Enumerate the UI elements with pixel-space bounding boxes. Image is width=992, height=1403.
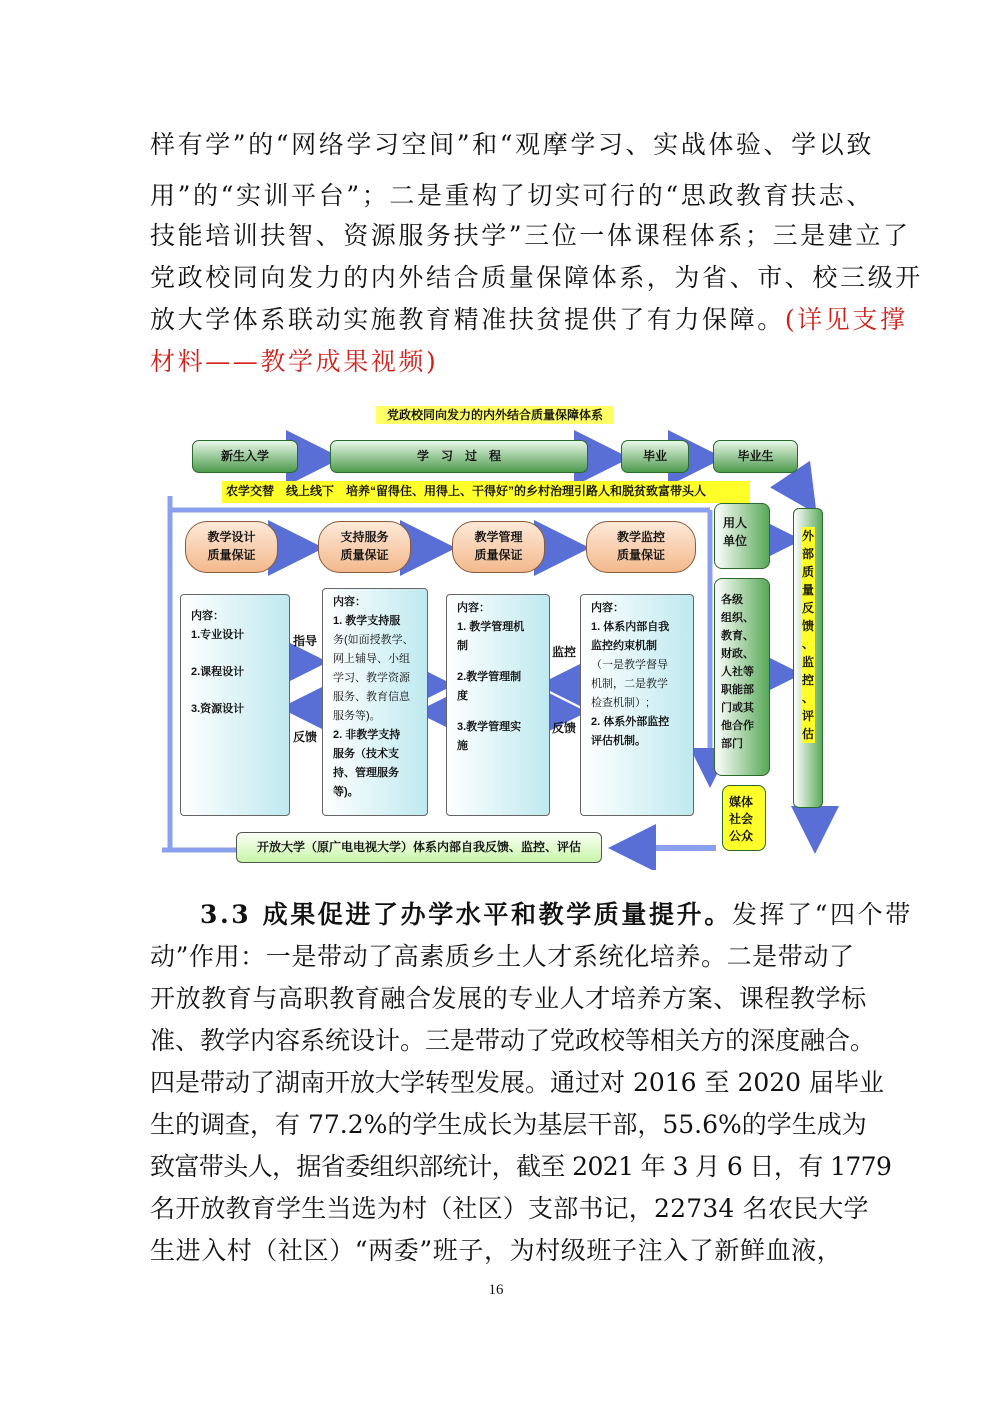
para2-line-3: 开放教育与高职教育融合发展的专业人才培养方案、课程教学标 [150, 984, 867, 1013]
oval-teaching-design [185, 521, 278, 573]
section-heading: 3.3 成果促进了办学水平和教学质量提升。 [200, 900, 732, 929]
para1-line-1: 样有学”的“网络学习空间”和“观摩学习、实战体验、学以致 [150, 130, 874, 159]
para2-line-5: 四是带动了湖南开放大学转型发展。通过对 2016 至 2020 届毕业 [150, 1068, 885, 1097]
training-goal-band: 农学交替 线上线下 培养“留得住、用得上、干得好”的乡村治理引路人和脱贫致富带头人 [222, 481, 750, 503]
oval-support-service-l1: 支持服务 [340, 530, 389, 544]
org-5: 职能部 [721, 684, 754, 696]
para2-line-9: 生进入村（社区）“两委”班子，为村级班子注入了新鲜血液， [150, 1236, 843, 1265]
s2-3: 网上辅导、小组 [333, 653, 410, 665]
label-feedback-left: 反馈 [293, 730, 318, 744]
s2-8: 服务（技术支 [333, 748, 399, 760]
box-graduation: 毕业 [621, 440, 689, 473]
s2-6: 服务等)。 [333, 710, 381, 722]
s1-4 [191, 682, 283, 700]
org-7: 他合作 [721, 720, 754, 732]
org-2: 教育、 [721, 630, 754, 642]
s2-7: 2. 非教学支持 [333, 729, 401, 741]
v2: 质 [801, 565, 814, 579]
para2-line-1 [200, 898, 913, 932]
s3-1: 1. 教学管理机 [457, 621, 525, 633]
para1-line-3: 技能培训扶智、资源服务扶学”三位一体课程体系；三是建立了 [150, 221, 911, 250]
employer-l1: 用人 [723, 516, 748, 530]
org-0: 各级 [721, 594, 743, 606]
s4-1: 1. 体系内部自我 [591, 621, 670, 633]
org-6: 门或其 [721, 702, 754, 714]
scroll-teaching-design [180, 594, 290, 816]
s2-4: 学习、教学资源 [333, 672, 410, 684]
s3-5: 度 [457, 690, 468, 702]
s3-7: 3.教学管理实 [457, 721, 522, 733]
s4-3: （一是教学督导 [591, 659, 668, 671]
para1-line-5-text: 放大学体系联动实施教育精准扶贫提供了有力保障。 [150, 305, 785, 334]
page-number: 16 [488, 1282, 504, 1298]
v0: 外 [801, 529, 814, 543]
scroll-support-service [322, 588, 428, 816]
s2-5: 服务、教育信息 [333, 691, 410, 703]
s1-2 [191, 645, 283, 663]
s1-0: 内容： [191, 610, 224, 622]
s4-0: 内容： [591, 602, 624, 614]
s1-3: 2.课程设计 [191, 666, 245, 678]
s3-3 [457, 656, 543, 668]
para2-line-7: 致富带头人，据省委组织部统计，截至 2021 年 3 月 6 日，有 1779 [150, 1152, 892, 1181]
label-guide: 指导 [293, 634, 318, 648]
s3-6 [457, 706, 543, 718]
s2-0: 内容： [333, 596, 366, 608]
para2-line-2: 动”作用：一是带动了高素质乡土人才系统化培养。二是带动了 [150, 942, 855, 971]
s3-2: 制 [457, 640, 468, 652]
s3-4: 2.教学管理制 [457, 671, 522, 683]
label-feedback-right: 反馈 [552, 721, 577, 735]
s2-9: 持、管理服务 [333, 767, 399, 779]
oval-support-service-l2: 质量保证 [340, 548, 389, 562]
s2-1: 1. 教学支持服 [333, 615, 401, 627]
media-2: 公众 [729, 829, 754, 843]
oval-teaching-management-l1: 教学管理 [474, 530, 523, 544]
s2-10: 等)。 [333, 786, 359, 798]
scroll-teaching-management [446, 594, 550, 816]
diagram-title: 党政校同向发力的内外结合质量保障体系 [376, 406, 614, 424]
v7: 监 [801, 655, 814, 669]
v5: 馈 [801, 619, 814, 633]
para2-line-8: 名开放教育学生当选为村（社区）支部书记，22734 名农民大学 [150, 1194, 869, 1223]
org-8: 部门 [721, 738, 743, 750]
box-media [722, 785, 766, 851]
oval-teaching-monitoring-l2: 质量保证 [616, 548, 665, 562]
v1: 部 [801, 547, 814, 561]
external-feedback-label [801, 527, 815, 743]
box-graduates: 毕业生 [713, 440, 798, 473]
oval-teaching-management [452, 521, 545, 573]
s3-8: 施 [457, 740, 468, 752]
s1-5: 3.资源设计 [191, 703, 245, 715]
s4-6: 2. 体系外部监控 [591, 716, 670, 728]
v6: 、 [801, 637, 814, 651]
employer-l2: 单位 [723, 534, 748, 548]
v3: 量 [801, 583, 814, 597]
org-4: 人社等 [721, 666, 754, 678]
v4: 反 [801, 601, 814, 615]
reference-link-part2: 材料——教学成果视频) [150, 347, 439, 376]
box-new-students: 新生入学 [192, 440, 298, 473]
box-learning-process: 学 习 过 程 [330, 440, 588, 473]
s4-4: 机制，二是教学 [591, 678, 668, 690]
para2-line-6: 生的调查，有 77.2%的学生成长为基层干部，55.6%的学生成为 [150, 1110, 867, 1139]
label-monitor: 监控 [552, 645, 577, 659]
media-0: 媒体 [729, 795, 754, 809]
para2-line-4: 准、教学内容系统设计。三是带动了党政校等相关方的深度融合。 [150, 1026, 876, 1055]
v11: 估 [801, 727, 814, 741]
box-employer [714, 503, 770, 569]
para2-line-1-rest: 发挥了“四个带 [731, 900, 913, 929]
v10: 评 [801, 709, 814, 723]
s4-2: 监控约束机制 [591, 640, 657, 652]
para1-line-5 [150, 303, 908, 337]
external-feedback-column [793, 508, 823, 808]
s2-2: 务(如面授教学、 [333, 634, 414, 646]
para1-line-2: 用”的“实训平台”；二是重构了切实可行的“思政教育扶志、 [150, 181, 874, 210]
reference-link-part1: (详见支撑 [784, 305, 908, 334]
oval-teaching-monitoring [586, 521, 696, 573]
oval-teaching-design-l1: 教学设计 [207, 530, 256, 544]
media-1: 社会 [729, 812, 754, 826]
v9: 、 [801, 691, 814, 705]
org-1: 组织、 [721, 612, 754, 624]
box-internal-feedback: 开放大学（原广电电视大学）体系内部自我反馈、监控、评估 [236, 832, 602, 863]
oval-teaching-management-l2: 质量保证 [474, 548, 523, 562]
scroll-teaching-monitoring [580, 594, 694, 816]
s1-1: 1.专业设计 [191, 629, 245, 641]
v8: 控 [801, 673, 814, 687]
s4-7: 评估机制。 [591, 735, 646, 747]
org-3: 财政、 [721, 648, 754, 660]
s4-5: 检查机制）; [591, 697, 650, 709]
oval-teaching-design-l2: 质量保证 [207, 548, 256, 562]
para1-line-4: 党政校同向发力的内外结合质量保障体系，为省、市、校三级开 [150, 263, 923, 292]
oval-teaching-monitoring-l1: 教学监控 [616, 530, 665, 544]
box-organizations [714, 578, 770, 776]
s3-0: 内容： [457, 602, 490, 614]
oval-support-service [318, 521, 411, 573]
